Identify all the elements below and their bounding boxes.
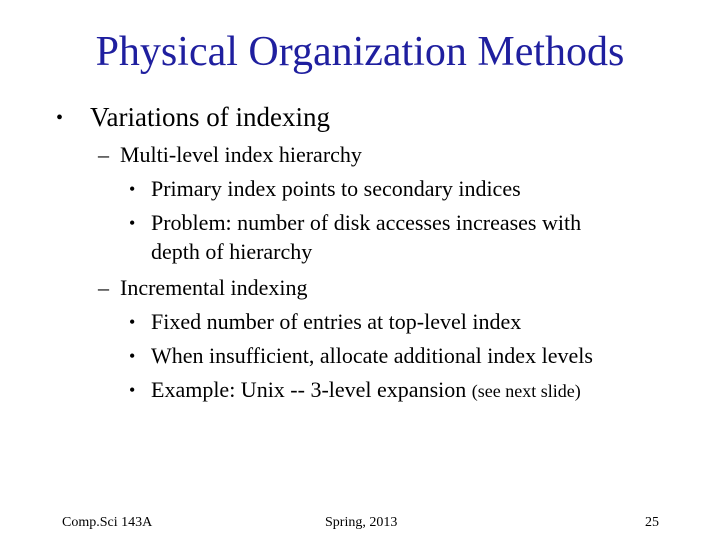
- bullet-text: Example: Unix -- 3-level expansion: [151, 377, 467, 402]
- slide-title: Physical Organization Methods: [95, 29, 625, 75]
- sub-sub-bullet-when-insufficient: [129, 342, 593, 370]
- sub-sub-bullet-fixed-number: [129, 308, 521, 336]
- bullet-marker: •: [129, 179, 136, 199]
- dash-marker: –: [98, 142, 109, 167]
- bullet-text: When insufficient, allocate additional index levels: [151, 343, 593, 368]
- footer-term: Spring, 2013: [325, 515, 398, 530]
- sub-bullet-incremental-indexing: [98, 274, 308, 302]
- footer-page-number: 25: [645, 515, 659, 530]
- sub-bullet-multi-level-index: [98, 141, 362, 169]
- bullet-variations-of-indexing: [56, 101, 330, 134]
- bullet-aside: (see next slide): [471, 381, 581, 401]
- dash-marker: –: [98, 275, 109, 300]
- bullet-text: Variations of indexing: [90, 102, 330, 132]
- bullet-marker: •: [129, 312, 136, 332]
- sub-sub-bullet-problem: [129, 209, 581, 237]
- bullet-text: Problem: number of disk accesses increases with: [151, 210, 582, 235]
- footer-course: Comp.Sci 143A: [62, 515, 153, 530]
- bullet-text: Fixed number of entries at top-level index: [151, 309, 522, 334]
- bullet-text: Incremental indexing: [120, 275, 308, 300]
- sub-sub-bullet-primary-index: [129, 175, 521, 203]
- bullet-marker: •: [129, 380, 136, 400]
- bullet-text: Multi-level index hierarchy: [120, 142, 362, 167]
- bullet-text: Primary index points to secondary indices: [151, 176, 521, 201]
- bullet-continuation: depth of hierarchy: [151, 239, 313, 264]
- sub-sub-bullet-example-unix: [129, 376, 581, 405]
- bullet-marker: •: [56, 107, 64, 129]
- bullet-marker: •: [129, 213, 136, 233]
- bullet-marker: •: [129, 346, 136, 366]
